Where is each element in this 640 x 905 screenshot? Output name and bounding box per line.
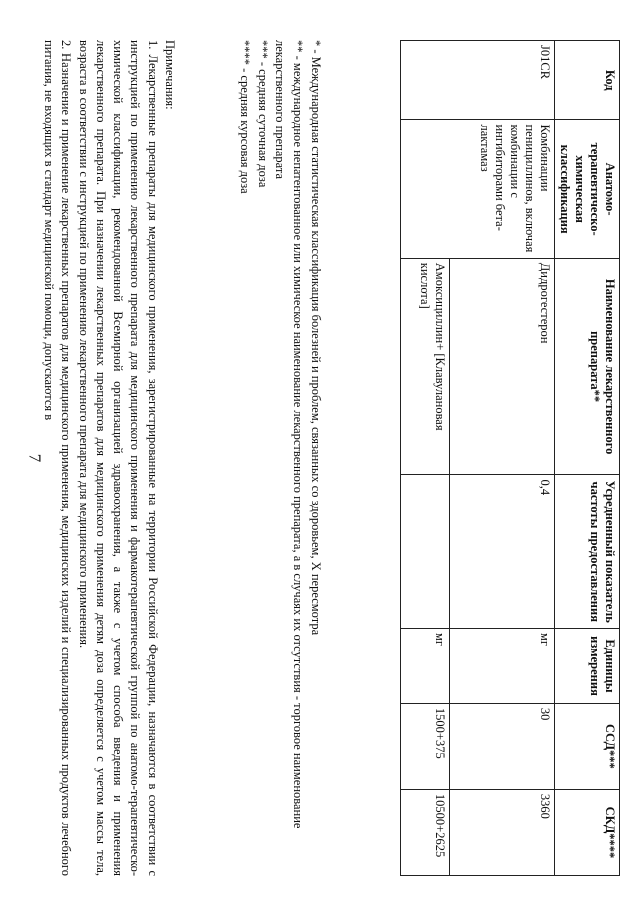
header-units: Единицы измерения bbox=[555, 629, 620, 704]
header-ssd: ССД*** bbox=[555, 703, 620, 789]
page-number: 7 bbox=[25, 453, 45, 463]
notes-section bbox=[40, 40, 178, 876]
note-item: 2. Назначение и применение лекарственных препаратов для медицинского применения, медицинских изделий и специализированных продуктов лечебного питания, не входящих в стандарт медицинской помощи, допускаются в bbox=[42, 40, 74, 876]
note-item: 1. Лекарственные препараты для медицинского применения, зарегистрированные на территории Российской Федерации, назначаются в соответствии с инструкцией по применению лекарственного препарата для медицинского применения и фармакотерапевтической группой по анатомо-терапевтическо-химической классификации, рекомендованной Всемирной организацией здравоохранения, а также с учетом способа введения и применения лекарственного препарата. При назначении лекарственных препаратов для медицинского применения детям доза определяется с учетом массы тела, возраста в соответствии с инструкцией по применению лекарственного препарата для медицинского применения. bbox=[76, 40, 160, 876]
table-header-row bbox=[555, 41, 620, 876]
cell-drug-name: Дидрогестерон bbox=[450, 258, 555, 475]
header-atc: Анатомо-терапевтическо-химическая классификация bbox=[555, 120, 620, 258]
cell-skd: 3360 bbox=[450, 789, 555, 875]
cell-units: мг bbox=[401, 629, 450, 704]
footnotes bbox=[235, 40, 324, 876]
cell-atc: Комбинации пенициллинов, включая комбинации с ингибиторами бета-лактамаз bbox=[401, 120, 555, 258]
footnote-skd: **** - средняя курсовая доза bbox=[238, 40, 252, 194]
notes-title: Примечания: bbox=[163, 40, 177, 110]
cell-code: J01CR bbox=[401, 41, 555, 120]
cell-drug-name: Амоксициллин+ [Клавулановая кислота] bbox=[401, 258, 450, 475]
header-code: Код bbox=[555, 41, 620, 120]
cell-skd: 10500+2625 bbox=[401, 789, 450, 875]
table-row bbox=[450, 41, 555, 876]
header-skd: СКД**** bbox=[555, 789, 620, 875]
cell-frequency bbox=[401, 475, 450, 629]
rotated-page-content bbox=[20, 40, 620, 880]
footnote-ssd: *** - средняя суточная доза bbox=[255, 40, 270, 188]
header-frequency: Усредненный показатель частоты предоставления bbox=[555, 475, 620, 629]
footnote-icd: * - Международная статистическая классификация болезней и проблем, связанных со здоровьем, X пересмотра bbox=[309, 40, 323, 636]
header-name: Наименование лекарственного препарата** bbox=[555, 258, 620, 475]
cell-ssd: 1500+375 bbox=[401, 703, 450, 789]
cell-frequency: 0,4 bbox=[450, 475, 555, 629]
footnote-inn: ** - международное непатентованное или химическое наименование лекарственного препарата, а в случаях их отсутствия - торговое наименование лекарственного препарата bbox=[273, 40, 306, 829]
cell-ssd: 30 bbox=[450, 703, 555, 789]
cell-units: мг bbox=[450, 629, 555, 704]
drug-table bbox=[400, 40, 620, 876]
